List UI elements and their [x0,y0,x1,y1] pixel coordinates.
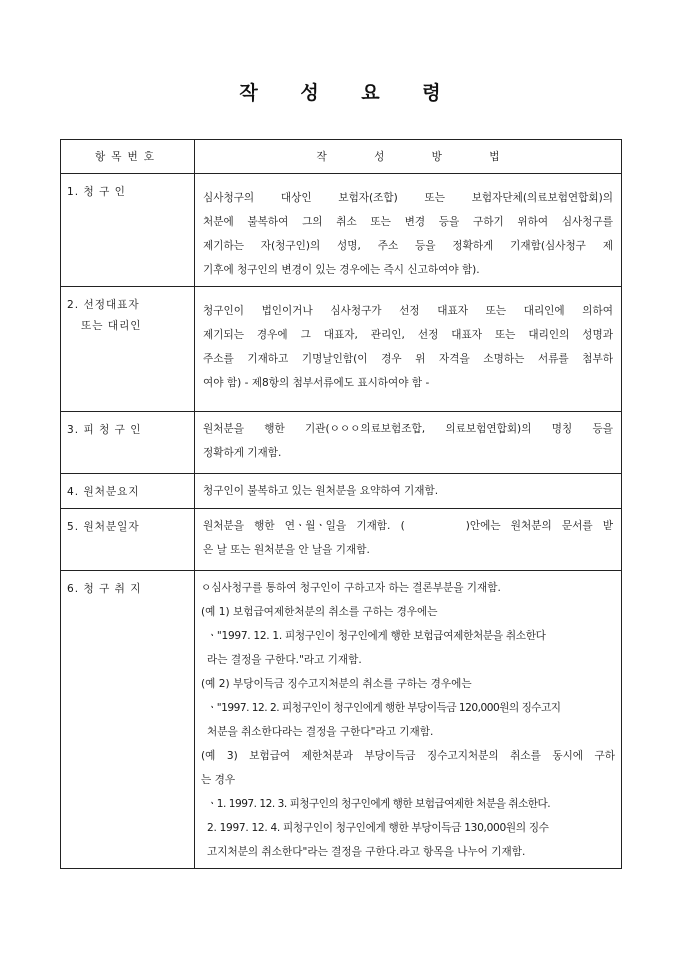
table-row [61,509,622,571]
desc-line: 청구인이 불복하고 있는 원처분을 요약하여 기재함. [203,485,439,497]
desc-line: ㆍ"1997. 12. 1. 피청구인이 청구인에게 행한 보험급여제한처분을 취소한다 [207,630,546,642]
row-item-respondent: 3. 피 청 구 인 [61,412,195,474]
desc-line: 원처분을 행한 기관(ㅇㅇㅇ의료보험조합, 의료보험연합회)의 명칭 등을 [203,423,613,435]
desc-line: ㅇ심사청구를 통하여 청구인이 구하고자 하는 결론부분을 기재함. [201,582,501,594]
desc-line: 기후에 청구인의 변경이 있는 경우에는 즉시 신고하여야 함). [203,264,480,276]
desc-line: ㆍ1. 1997. 12. 3. 피청구인의 청구인에게 행한 보험급여제한 처분을 취소한다. [207,798,551,810]
desc-line: (예 2) 부당이득금 징수고지처분의 취소를 구하는 경우에는 [201,678,472,690]
row-desc-representative [195,287,622,412]
row-item-purpose: 6. 청 구 취 지 [61,571,195,869]
desc-line: (예 3) 보험급여 제한처분과 부당이득금 징수고지처분의 취소를 동시에 구하 [201,750,615,762]
desc-line: 라는 결정을 구한다."라고 기재함. [207,654,362,666]
desc-line: 고지처분의 취소한다"라는 결정을 구한다.라고 항목을 나누어 기재함. [207,846,526,858]
desc-line: 심사청구의 대상인 보험자(조합) 또는 보험자단체(의료보험연합회)의 [203,192,613,204]
row-item-claimant: 1. 청 구 인 [61,174,195,287]
desc-line: 처분을 취소한다라는 결정을 구한다"라고 기재함. [207,726,434,738]
table-header-row [61,140,622,174]
header-method: 작 성 방 법 [195,140,622,174]
row-desc-respondent [195,412,622,474]
desc-line: 2. 1997. 12. 4. 피청구인이 청구인에게 행한 부당이득금 130,000원의 징수 [207,822,549,834]
desc-line: 여야 함) - 제8항의 첨부서류에도 표시하여야 함 - [203,377,430,389]
table-row [61,571,622,869]
desc-line: 제기하는 자(청구인)의 성명, 주소 등을 정확하게 기재함(심사청구 제 [203,240,613,252]
desc-line: (예 1) 보험급여제한처분의 취소를 구하는 경우에는 [201,606,438,618]
desc-line: 제기되는 경우에 그 대표자, 관리인, 선정 대표자 또는 대리인의 성명과 [203,329,613,341]
desc-line: 원처분을 행한 연ㆍ월ㆍ일을 기재함. ( )안에는 원처분의 문서를 받 [203,520,613,532]
row-desc-date [195,509,622,571]
table-row [61,412,622,474]
item-line: 또는 대리인 [81,320,142,332]
table-row [61,174,622,287]
item-line: 2. 선정대표자 [67,299,140,311]
desc-line: 는 경우 [201,774,236,786]
desc-line: 은 날 또는 원처분을 안 날을 기재함. [203,544,370,556]
table-row [61,287,622,412]
instructions-table [60,139,622,869]
row-desc-summary [195,474,622,509]
table-row [61,474,622,509]
desc-line: 정확하게 기재함. [203,447,282,459]
row-item-summary: 4. 원처분요지 [61,474,195,509]
desc-line: 청구인이 법인이거나 심사청구가 선정 대표자 또는 대리인에 의하여 [203,305,613,317]
header-item-number: 항목번호 [61,140,195,174]
row-item-date: 5. 원처분일자 [61,509,195,571]
row-item-representative [61,287,195,412]
row-desc-claimant [195,174,622,287]
desc-line: ㆍ"1997. 12. 2. 피청구인이 청구인에게 행한 부당이득금 120,000원의 징수고지 [207,702,561,714]
row-desc-purpose [195,571,622,869]
desc-line: 처분에 불복하여 그의 취소 또는 변경 등을 구하기 위하여 심사청구를 [203,216,613,228]
desc-line: 주소를 기재하고 기명날인함(이 경우 위 자격을 소명하는 서류를 첨부하 [203,353,613,365]
page-title: 작 성 요 령 [239,82,459,104]
